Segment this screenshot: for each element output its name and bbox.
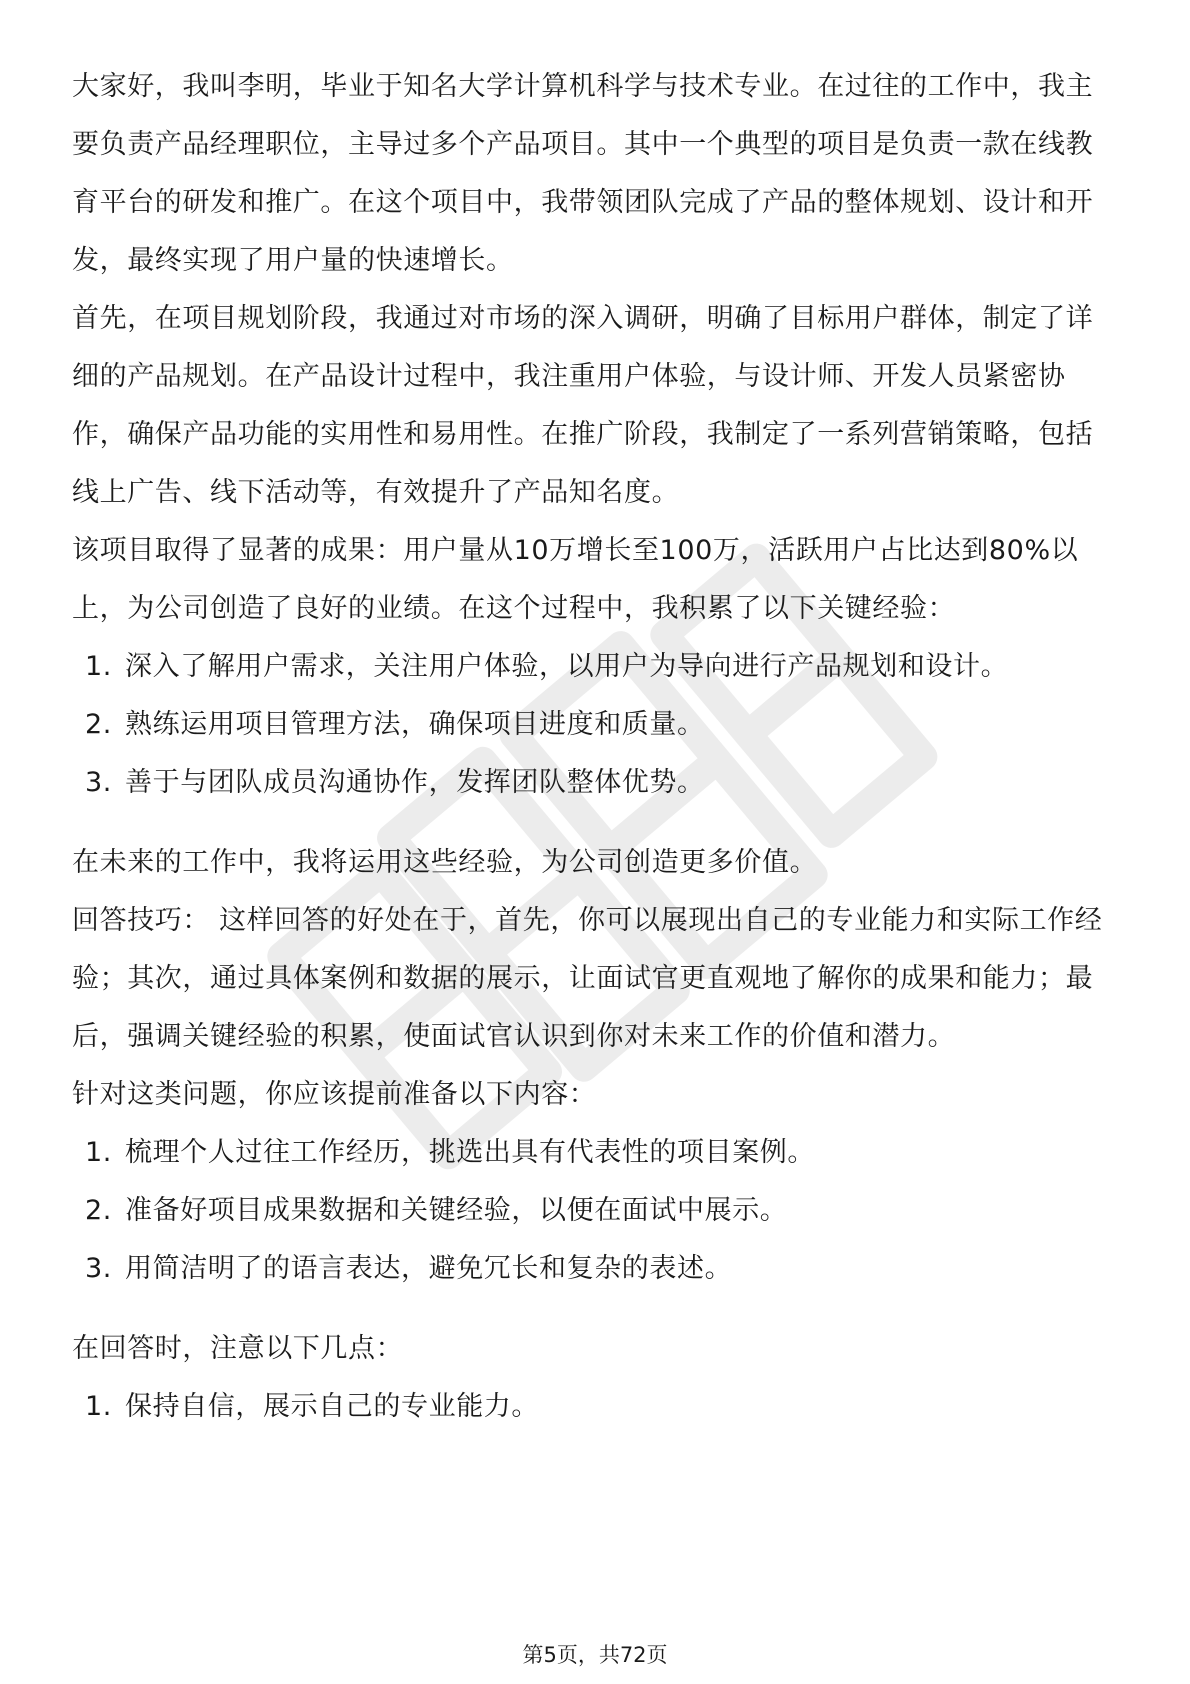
list-item-text: 深入了解用户需求，关注用户体验，以用户为导向进行产品规划和设计。 (125, 651, 1009, 682)
paragraph-process: 首先，在项目规划阶段，我通过对市场的深入调研，明确了目标用户群体，制定了详细的产品规划。在产品设计过程中，我注重用户体验，与设计师、开发人员紧密协作，确保产品功能的实用性和易用性。在推广阶段，我制定了一系列营销策略，包括线上广告、线下活动等，有效提升了产品知名度。 (72, 303, 1094, 508)
paragraph-notes-intro: 在回答时，注意以下几点： (72, 1333, 404, 1364)
paragraph-intro: 大家好，我叫李明，毕业于知名大学计算机科学与技术专业。在过往的工作中，我主要负责产品经理职位，主导过多个产品项目。其中一个典型的项目是负责一款在线教育平台的研发和推广。在这个项目中，我带领团队完成了产品的整体规划、设计和开发，最终实现了用户量的快速增长。 (72, 71, 1094, 276)
document-body (72, 58, 1118, 1458)
list-item (72, 638, 1118, 696)
list-item-text: 用简洁明了的语言表达，避免冗长和复杂的表述。 (125, 1253, 733, 1284)
list-item (72, 696, 1118, 754)
list-item-number: 2. (85, 709, 112, 740)
list-item-text: 准备好项目成果数据和关键经验，以便在面试中展示。 (125, 1195, 788, 1226)
list-item (72, 1240, 1118, 1298)
list-item-number: 1. (85, 651, 112, 682)
paragraph-results: 该项目取得了显著的成果：用户量从10万增长至100万，活跃用户占比达到80%以上，为公司创造了良好的业绩。在这个过程中，我积累了以下关键经验： (72, 535, 1079, 624)
list-item-text: 保持自信，展示自己的专业能力。 (125, 1391, 539, 1422)
list-item-text: 善于与团队成员沟通协作，发挥团队整体优势。 (125, 767, 705, 798)
paragraph-tips: 回答技巧： 这样回答的好处在于，首先，你可以展现出自己的专业能力和实际工作经验；其次，通过具体案例和数据的展示，让面试官更直观地了解你的成果和能力；最后，强调关键经验的积累，使面试官认识到你对未来工作的价值和潜力。 (72, 905, 1103, 1052)
list-item-text: 熟练运用项目管理方法，确保项目进度和质量。 (125, 709, 705, 740)
list-item-number: 3. (85, 767, 112, 798)
prepare-list (72, 1124, 1118, 1298)
list-item (72, 1182, 1118, 1240)
list-item-number: 1. (85, 1137, 112, 1168)
list-item (72, 1378, 1118, 1436)
notes-list (72, 1378, 1118, 1436)
list-item (72, 1124, 1118, 1182)
list-item-text: 梳理个人过往工作经历，挑选出具有代表性的项目案例。 (125, 1137, 815, 1168)
list-item-number: 3. (85, 1253, 112, 1284)
paragraph-future: 在未来的工作中，我将运用这些经验，为公司创造更多价值。 (72, 847, 818, 878)
experience-list (72, 638, 1118, 812)
page-number-footer: 第5页，共72页 (522, 1643, 668, 1667)
list-item-number: 2. (85, 1195, 112, 1226)
list-item (72, 754, 1118, 812)
list-item-number: 1. (85, 1391, 112, 1422)
paragraph-prepare-intro: 针对这类问题，你应该提前准备以下内容： (72, 1079, 597, 1110)
